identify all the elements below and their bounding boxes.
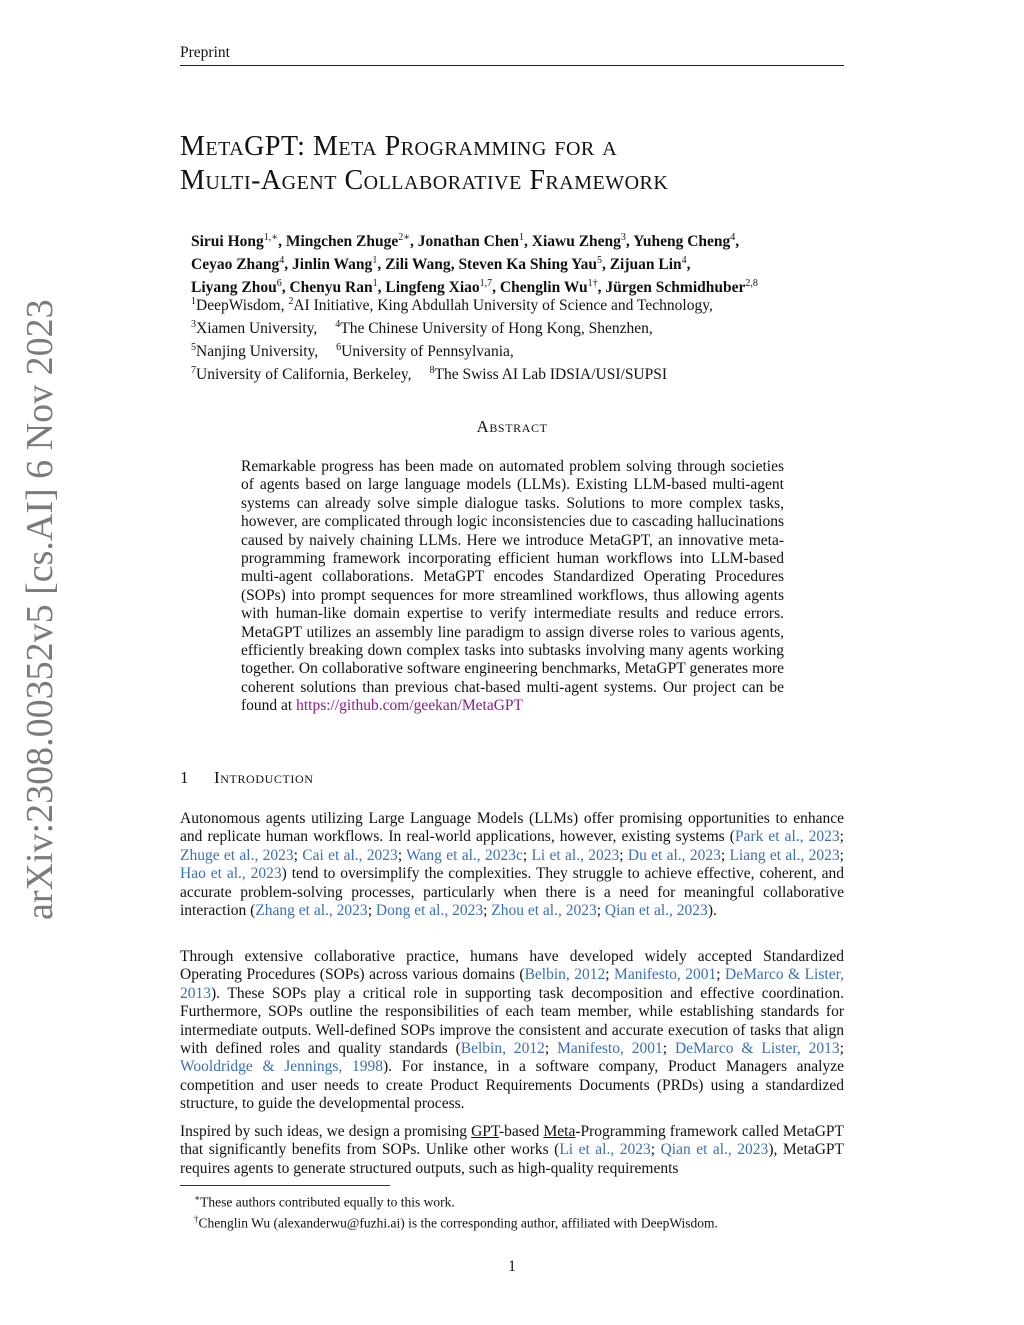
arxiv-stamp: arXiv:2308.00352v5 [cs.AI] 6 Nov 2023 [19, 299, 61, 920]
author-sup: 4 [730, 232, 736, 243]
author-name: Zili Wang [385, 256, 451, 274]
citation-link[interactable]: Wooldridge & Jennings, 1998 [180, 1058, 384, 1076]
citation-link[interactable]: Cai et al., 2023 [302, 846, 398, 864]
citation-separator: ; [839, 828, 844, 846]
abstract-heading: Abstract [476, 417, 548, 436]
author-sup: 1,∗ [263, 232, 279, 243]
author-sup: 1† [587, 278, 598, 290]
paragraph-text: Inspired by such ideas, we design a promising [180, 1123, 472, 1140]
citation-separator: ; [662, 1040, 675, 1058]
affiliation-text: AI Initiative, King Abdullah University of Science and Technology, [293, 297, 713, 315]
intro-paragraph-3 [180, 1123, 844, 1178]
citation-separator: ; [619, 846, 628, 864]
citation-link[interactable]: Park et al., 2023 [734, 828, 840, 846]
title-line-1: MetaGPT: Meta Programming for a [180, 131, 618, 162]
author-name: Jinlin Wang [292, 256, 373, 274]
paragraph-text: ). These SOPs play a critical role in supporting task decomposition and effective coordination. Furthermore, SOPs outline the responsibilities of each team member, while establishing standards for intermediate outputs. Well-defined SOPs improve the consistent and accurate execution of tasks that align with defined roles and quality standards ( [180, 984, 844, 1058]
footnote-2 [194, 1211, 844, 1232]
citation-link[interactable]: Li et al., 2023 [559, 1141, 651, 1159]
author-name: Lingfeng Xiao [385, 279, 480, 297]
citation-separator: ; [397, 846, 407, 864]
affiliation-text: DeepWisdom, [196, 297, 285, 315]
affiliation-text: The Chinese University of Hong Kong, Shenzhen, [340, 320, 653, 338]
author-name: Liyang Zhou [191, 279, 277, 297]
citation-link[interactable]: Zhuge et al., 2023 [180, 846, 294, 864]
citation-link[interactable]: Hao et al., 2023 [180, 865, 282, 883]
footnote-rule [180, 1185, 390, 1186]
paragraph-text: Autonomous agents utilizing Large Language Models (LLMs) offer promising opportunities to enhance and replicate human workflows. In real-world applications, however, existing systems ( [180, 810, 844, 846]
underlined-term: GPT [471, 1123, 499, 1140]
affiliation-text: The Swiss AI Lab IDSIA/USI/SUPSI [434, 366, 668, 384]
affiliation-text: Nanjing University, [196, 343, 319, 361]
citation-link[interactable]: Manifesto, 2001 [614, 966, 717, 984]
citation-link[interactable]: Du et al., 2023 [627, 846, 721, 864]
author-sup: 6 [276, 278, 282, 290]
citation-link[interactable]: Zhang et al., 2023 [255, 902, 368, 920]
affiliation-line-2 [191, 315, 831, 338]
author-name: Chenyu Ran [289, 279, 373, 297]
citation-separator: ; [650, 1141, 661, 1159]
citation-separator: ; [839, 1040, 844, 1058]
affiliation-sup: 8 [429, 365, 435, 377]
author-list [191, 228, 831, 297]
author-line-2: Ceyao Zhang$^4$, Jinlin Wang$^1$, Zili Wang, Steven Ka Shing Yau$^5$, Zijuan Lin$^4$, [191, 255, 691, 274]
footnote-mark: ∗ [194, 1193, 201, 1203]
author-name: Jürgen Schmidhuber [605, 279, 746, 297]
footnote-text: These authors contributed equally to this work. [200, 1194, 455, 1210]
author-line-1: Sirui Hong$^{1,∗}$, Mingchen Zhuge$^{2∗}$, Jonathan Chen$^1$, Xiawu Zheng$^3$, Yuheng Cheng$^4$, [191, 232, 740, 251]
citation-link[interactable]: DeMarco & Lister, 2013 [180, 966, 844, 1002]
intro-paragraph-2 [180, 948, 844, 1114]
paragraph-text: -based [498, 1123, 544, 1140]
paragraph-text: ) tend to oversimplify the complexities. They struggle to achieve effective, coherent, and accurate problem-solving processes, particularly when there is a need for meaningful collaborative interaction ( [180, 865, 844, 920]
affiliation-sup: 1 [191, 296, 196, 307]
affiliation-line-4 [191, 361, 831, 384]
page-number: 1 [508, 1258, 516, 1275]
citation-link[interactable]: Wang et al., 2023c [406, 846, 523, 864]
author-sup: 1 [519, 232, 524, 243]
affiliation-line-3 [191, 338, 831, 361]
citation-separator: ; [839, 846, 844, 864]
citation-link[interactable]: Liang et al., 2023 [729, 846, 840, 864]
affiliation-sup: 5 [191, 342, 196, 354]
author-name: Mingchen Zhuge [285, 233, 399, 251]
underlined-term: Meta [543, 1123, 576, 1140]
section-title: Introduction [214, 768, 314, 787]
affiliation-sup: 7 [191, 365, 196, 377]
citation-link[interactable]: Manifesto, 2001 [557, 1040, 663, 1058]
citation-link[interactable]: Li et al., 2023 [531, 846, 620, 864]
author-sup: 3 [620, 232, 626, 243]
paragraph-text: -Programming framework called MetaGPT that significantly benefits from SOPs. Unlike other works ( [180, 1123, 845, 1159]
footnote-text: Chenglin Wu (alexanderwu@fuzhi.ai) is the corresponding author, affiliated with DeepWisdom. [198, 1215, 718, 1230]
author-name: Zijuan Lin [609, 256, 682, 274]
paragraph-text: Through extensive collaborative practice, humans have developed widely accepted Standardized Operating Procedures (SOPs) across various domains ( [180, 948, 844, 984]
author-sup: 5 [596, 255, 602, 267]
citation-separator: ; [605, 966, 615, 984]
citation-link[interactable]: Qian et al., 2023 [604, 902, 708, 920]
paper-title [180, 130, 844, 198]
citation-separator: ; [367, 902, 376, 920]
author-name: Xiawu Zheng [531, 233, 621, 251]
citation-link[interactable]: Qian et al., 2023 [660, 1141, 769, 1159]
citation-separator: ; [522, 846, 532, 864]
affiliation-text: Xiamen University, [196, 320, 318, 338]
intro-paragraph-1 [180, 810, 844, 920]
abstract-body [241, 458, 784, 716]
citation-separator: ; [483, 902, 492, 920]
project-link[interactable]: https://github.com/geekan/MetaGPT [296, 697, 523, 715]
paragraph-text: ). [707, 902, 717, 920]
affiliation-sup: 3 [191, 319, 196, 331]
affiliation-line-1 [191, 292, 831, 315]
citation-link[interactable]: Dong et al., 2023 [375, 902, 484, 920]
paragraph-text: ). For instance, in a software company, Product Managers analyze competition and user needs to create Product Requirements Documents (PRDs) using a standardized structure, to guide the developmental process. [180, 1058, 844, 1113]
affiliation-text: University of Pennsylvania, [341, 343, 514, 361]
abstract-text: Remarkable progress has been made on automated problem solving through societies of agents based on large language models (LLMs). Existing LLM-based multi-agent systems can already solve simple dialogue tasks. Solutions to more complex tasks, however, are complicated through logic inconsistencies due to cascading hallucinations caused by naively chaining LLMs. Here we introduce MetaGPT, an innovative meta-programming framework incorporating efficient human workflows into LLM-based multi-agent collaborations. MetaGPT encodes Standardized Operating Procedures (SOPs) into prompt sequences for more streamlined workflows, thus allowing agents with human-like domain expertise to verify intermediate results and reduce errors. MetaGPT utilizes an assembly line paradigm to assign diverse roles to various agents, efficiently breaking down complex tasks into subtasks involving many agents working together. On collaborative software engineering benchmarks, MetaGPT generates more coherent solutions than previous chat-based multi-agent systems. Our project can be found at [241, 458, 784, 715]
affiliation-sup: 4 [335, 319, 341, 331]
author-name: Jonathan Chen [417, 233, 519, 251]
author-name: Ceyao Zhang [191, 256, 280, 274]
header-rule [180, 65, 844, 66]
citation-separator: ; [716, 966, 726, 984]
paragraph-text: ), MetaGPT requires agents to generate structured outputs, such as high-quality requirements [180, 1141, 844, 1177]
citation-link[interactable]: Belbin, 2012 [524, 966, 606, 984]
citation-link[interactable]: Belbin, 2012 [460, 1040, 545, 1058]
author-sup: 2,8 [745, 278, 758, 290]
author-sup: 4 [681, 255, 687, 267]
author-sup: 2∗ [398, 232, 411, 243]
footnote-mark: † [194, 1213, 199, 1224]
author-sup: 1,7 [479, 278, 493, 290]
author-sup: 1 [372, 255, 378, 267]
author-name: Yuheng Cheng [633, 233, 731, 251]
author-name: Sirui Hong [191, 233, 264, 251]
author-sup: 1 [372, 278, 378, 290]
citation-separator: ; [720, 846, 730, 864]
author-line-3: Liyang Zhou$^6$, Chenyu Ran$^1$, Lingfeng Xiao$^{1,7}$, Chenglin $Wu^{1\dagger}$, Jürgen Schmidhuber$^{2,8}$ [191, 278, 758, 297]
author-name: Chenglin Wu [499, 279, 588, 297]
author-sup: 4 [279, 255, 285, 267]
title-line-2: Multi-Agent Collaborative Framework [180, 165, 669, 196]
citation-separator: ; [544, 1040, 558, 1058]
affiliation-sup: 2 [288, 296, 294, 307]
section-number: 1 [180, 768, 189, 787]
footnotes [194, 1190, 844, 1231]
citation-separator: ; [596, 902, 605, 920]
citation-link[interactable]: Zhou et al., 2023 [491, 902, 597, 920]
section-heading [180, 768, 844, 788]
citation-link[interactable]: DeMarco & Lister, 2013 [674, 1040, 840, 1058]
running-header: Preprint [180, 44, 230, 61]
affiliation-text: University of California, Berkeley, [196, 366, 412, 384]
footnote-1 [194, 1190, 844, 1211]
citation-separator: ; [293, 846, 303, 864]
author-name: Steven Ka Shing Yau [458, 256, 597, 274]
affiliation-list [191, 292, 831, 385]
affiliation-sup: 6 [336, 342, 342, 354]
